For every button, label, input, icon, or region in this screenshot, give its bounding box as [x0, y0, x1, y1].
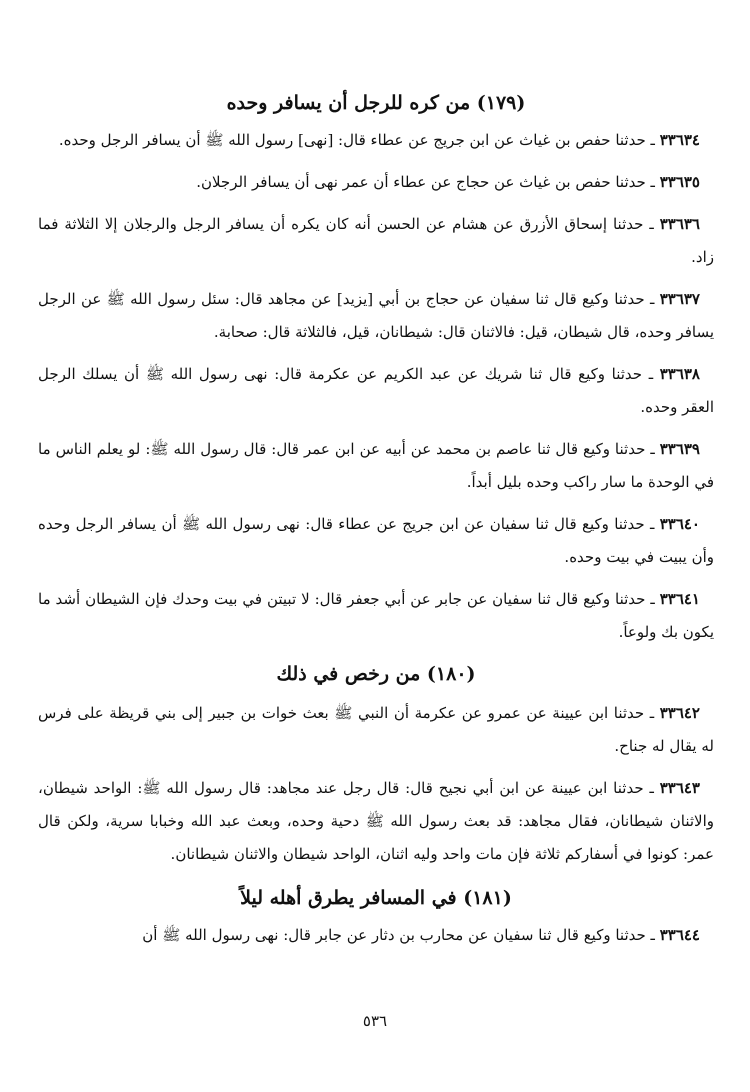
hadith-text: ـ حدثنا ابن عيينة عن ابن أبي نجيح قال: قال رجل عند مجاهد: قال رسول الله ﷺ: الواحد شيطان، والاثنان شيطانان، فقال مجاهد: قد بعث رسول الله ﷺ دحية وحده، وبعث عبد الله وخبابا سرية، ولكن قال عمر: كونوا في أسفاركم ثلاثة فإن مات واحد وليه اثنان، الواحد شيطان والاثنان شيطانان.	[38, 779, 714, 863]
hadith-33640	[38, 508, 714, 574]
chapter-heading-180: (١٨٠) من رخص في ذلك	[276, 663, 476, 685]
chapter-heading-179: (١٧٩) من كره للرجل أن يسافر وحده	[226, 92, 526, 114]
hadith-text: ـ حدثنا وكيع قال ثنا شريك عن عبد الكريم عن عكرمة قال: نهى رسول الله ﷺ أن يسلك الرجل العقر وحده.	[38, 365, 714, 416]
hadith-33643	[38, 772, 714, 871]
hadith-text: ـ حدثنا حفص بن غياث عن ابن جريج عن عطاء قال: [نهى] رسول الله ﷺ أن يسافر الرجل وحده.	[58, 131, 660, 149]
hadith-text: ـ حدثنا إسحاق الأزرق عن هشام عن الحسن أنه كان يكره أن يسافر الرجل والرجلان إلا الثلاثة فما زاد.	[38, 215, 714, 266]
hadith-33634	[38, 124, 714, 157]
page-number: ٥٣٦	[362, 1012, 388, 1030]
hadith-number: ٣٣٦٣٧	[659, 290, 700, 308]
hadith-33636	[38, 208, 714, 274]
hadith-number: ٣٣٦٤٤	[659, 926, 700, 944]
hadith-number: ٣٣٦٣٦	[659, 215, 700, 233]
hadith-text: ـ حدثنا وكيع قال ثنا سفيان عن حجاج بن أبي [يزيد] عن مجاهد قال: سئل رسول الله ﷺ عن الرجل يسافر وحده، قال شيطان، قيل: فالاثنان قال: شيطانان، قيل، فالثلاثة قال: صحابة.	[38, 290, 714, 341]
hadith-number: ٣٣٦٤٢	[659, 704, 700, 722]
hadith-33642	[38, 697, 714, 763]
hadith-text: ـ حدثنا وكيع قال ثنا عاصم بن محمد عن أبيه عن ابن عمر قال: قال رسول الله ﷺ: لو يعلم الناس ما في الوحدة ما سار راكب وحده بليل أبداً.	[38, 440, 714, 491]
hadith-number: ٣٣٦٣٨	[659, 365, 700, 383]
hadith-33644	[38, 919, 714, 952]
hadith-text: ـ حدثنا ابن عيينة عن عمرو عن عكرمة أن النبي ﷺ بعث خوات بن جبير إلى بني قريظة على فرس له يقال له جناح.	[38, 704, 714, 755]
hadith-33635	[38, 166, 714, 199]
hadith-33639	[38, 433, 714, 499]
hadith-33638	[38, 358, 714, 424]
hadith-text: ـ حدثنا وكيع قال ثنا سفيان عن ابن جريج عن عطاء قال: نهى رسول الله ﷺ أن يسافر الرجل وحده وأن يبيت في بيت وحده.	[38, 515, 714, 566]
hadith-33637	[38, 283, 714, 349]
hadith-number: ٣٣٦٤٣	[659, 779, 700, 797]
chapter-heading-181: (١٨١) في المسافر يطرق أهله ليلاً	[240, 887, 512, 909]
hadith-number: ٣٣٦٣٥	[659, 173, 700, 191]
hadith-number: ٣٣٦٤١	[659, 590, 700, 608]
hadith-number: ٣٣٦٣٤	[659, 131, 700, 149]
hadith-number: ٣٣٦٣٩	[659, 440, 700, 458]
hadith-text: ـ حدثنا حفص بن غياث عن حجاج عن عطاء أن عمر نهى أن يسافر الرجلان.	[196, 173, 660, 191]
hadith-number: ٣٣٦٤٠	[659, 515, 700, 533]
hadith-text: ـ حدثنا وكيع قال ثنا سفيان عن محارب بن دثار عن جابر قال: نهى رسول الله ﷺ أن	[142, 926, 660, 944]
hadith-text: ـ حدثنا وكيع قال ثنا سفيان عن جابر عن أبي جعفر قال: لا تبيتن في بيت وحدك فإن الشيطان أشد ما يكون بك ولوعاً.	[38, 590, 714, 641]
page-body	[38, 88, 714, 961]
hadith-33641	[38, 583, 714, 649]
